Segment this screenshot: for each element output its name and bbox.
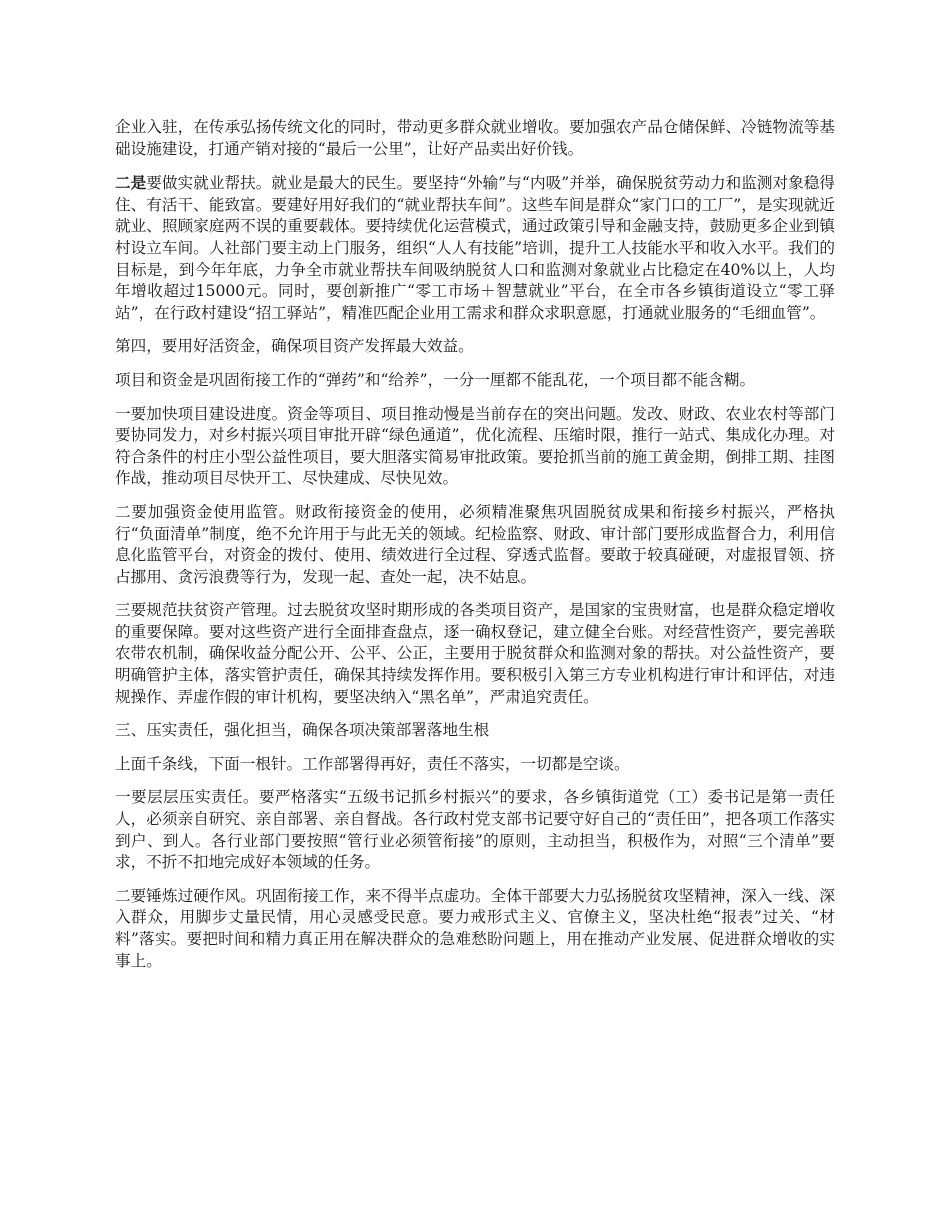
paragraph-asset-management: 三要规范扶贫资产管理。过去脱贫攻坚时期形成的各类项目资产，是国家的宝贵财富，也是群众稳定增收的重要保障。要对这些资产进行全面排查盘点，逐一确权登记，建立健全台账。对经营性资产，要完善联农带农机制，确保收益分配公开、公平、公正，主要用于脱贫群众和监测对象的帮扶。对公益性资产，要明确管护主体，落实管护责任，确保其持续发挥作用。要积极引入第三方专业机构进行审计和评估，对违规操作、弄虚作假的审计机构，要坚决纳入“黑名单”，严肃追究责任。	[115, 601, 835, 706]
paragraph-fund-supervision: 二要加强资金使用监管。财政衔接资金的使用，必须精准聚焦巩固脱贫成果和衔接乡村振兴，严格执行“负面清单”制度，绝不允许用于与此无关的领域。纪检监察、财政、审计部门要形成监督合力，利用信息化监管平台，对资金的拨付、使用、绩效进行全过程、穿透式监督。要敢于较真碰硬，对虚报冒领、挤占挪用、贪污浪费等行为，发现一起、查处一起，决不姑息。	[115, 502, 835, 586]
paragraph-section-three-heading: 三、压实责任，强化担当，确保各项决策部署落地生根	[115, 721, 490, 740]
paragraph-lead-label: 二是	[115, 173, 147, 193]
paragraph-agri-products: 企业入驻，在传承弘扬传统文化的同时，带动更多群众就业增收。要加强农产品仓储保鲜、冷链物流等基础设施建设，打通产销对接的“最后一公里”，让好产品卖出好价钱。	[115, 118, 835, 158]
paragraph-funds-intro: 项目和资金是巩固衔接工作的“弹药”和“给养”，一分一厘都不能乱花，一个项目都不能含糊。	[115, 370, 756, 389]
paragraph-responsibility-intro: 上面千条线，下面一根针。工作部署得再好，责任不落实，一切都是空谈。	[115, 754, 630, 773]
paragraph-layered-responsibility: 一要层层压实责任。要严格落实“五级书记抓乡村振兴”的要求，各乡镇街道党（工）委书记是第一责任人，必须亲自研究、亲自部署、亲自督战。各行政村党支部书记要守好自己的“责任田”，把各项工作落实到户、到人。各行业部门要按照“管行业必须管衔接”的原则，主动担当，积极作为，对照“三个清单”要求，不折不扣地完成好本领域的任务。	[115, 788, 835, 872]
paragraph-employment-support	[115, 172, 835, 324]
document-body	[115, 117, 835, 984]
paragraph-work-style: 二要锤炼过硬作风。巩固衔接工作，来不得半点虚功。全体干部要大力弘扬脱贫攻坚精神，深入一线、深入群众，用脚步丈量民情，用心灵感受民意。要力戒形式主义、官僚主义，坚决杜绝“报表”过关、“材料”落实。要把时间和精力真正用在解决群众的急难愁盼问题上，用在推动产业发展、促进群众增收的实事上。	[115, 886, 835, 970]
paragraph-project-progress: 一要加快项目建设进度。资金等项目、项目推动慢是当前存在的突出问题。发改、财政、农业农村等部门要协同发力，对乡村振兴项目审批开辟“绿色通道”，优化流程、压缩时限，推行一站式、集成化办理。对符合条件的村庄小型公益性项目，要大胆落实简易审批政策。要抢抓当前的施工黄金期，倒排工期、挂图作战，推动项目尽快开工、尽快建成、尽快见效。	[115, 404, 835, 488]
paragraph-employment-body: 要做实就业帮扶。就业是最大的民生。要坚持“外输”与“内吸”并举，确保脱贫劳动力和监测对象稳得住、有活干、能致富。要建好用好我们的“就业帮扶车间”。这些车间是群众“家门口的工厂”，是实现就近就业、照顾家庭两不误的重要载体。要持续优化运营模式，通过政策引导和金融支持，鼓励更多企业到镇村设立车间。人社部门要主动上门服务，组织“人人有技能”培训，提升工人技能水平和收入水平。我们的目标是，到今年年底，力争全市就业帮扶车间吸纳脱贫人口和监测对象就业占比稳定在40%以上，人均年增收超过15000元。同时，要创新推广“零工市场＋智慧就业”平台，在全市各乡镇街道设立“零工驿站”，在行政村建设“招工驿站”，精准匹配企业用工需求和群众求职意愿，打通就业服务的“毛细血管”。	[115, 174, 835, 322]
paragraph-section-four-heading: 第四，要用好活资金，确保项目资产发挥最大效益。	[115, 337, 474, 356]
